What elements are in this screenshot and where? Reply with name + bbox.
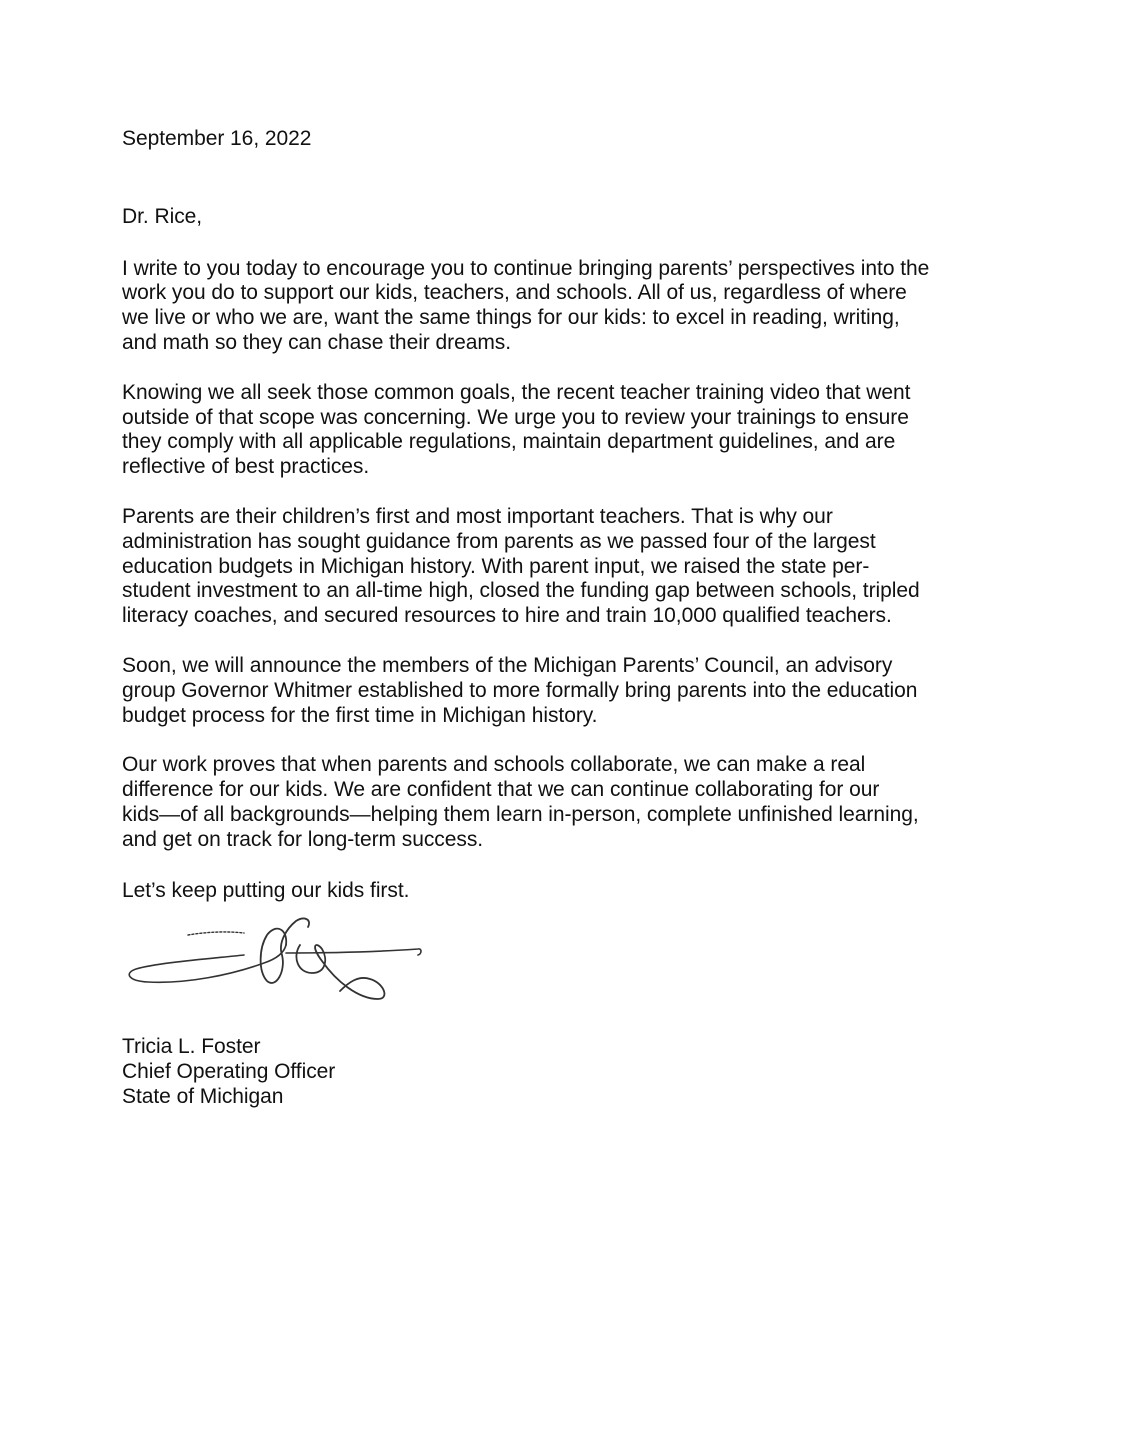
paragraph-line: we live or who we are, want the same things for our kids: to excel in reading, writing, (122, 306, 900, 330)
signature-stroke (286, 949, 421, 955)
signature-stroke (261, 919, 309, 983)
body-paragraph-4 (122, 654, 1002, 728)
paragraph-line: I write to you today to encourage you to continue bringing parents’ perspectives into the (122, 256, 930, 280)
handwritten-signature-icon (126, 915, 426, 1015)
signer-organization: State of Michigan (122, 1084, 284, 1108)
paragraph-line: difference for our kids. We are confident that we can continue collaborating for our (122, 778, 880, 802)
paragraph-line: Parents are their children’s first and most important teachers. That is why our (122, 504, 833, 528)
paragraph-line: group Governor Whitmer established to more formally bring parents into the education (122, 678, 918, 702)
body-paragraph-1 (122, 257, 1002, 356)
paragraph-line: they comply with all applicable regulations, maintain department guidelines, and are (122, 430, 896, 454)
paragraph-line: Knowing we all seek those common goals, the recent teacher training video that went (122, 380, 911, 404)
paragraph-line: literacy coaches, and secured resources to hire and train 10,000 qualified teachers. (122, 604, 892, 628)
signer-name: Tricia L. Foster (122, 1035, 261, 1059)
body-paragraph-5 (122, 753, 1002, 852)
paragraph-line: budget process for the first time in Michigan history. (122, 703, 598, 727)
paragraph-line: and math so they can chase their dreams. (122, 330, 512, 354)
signature-stroke (188, 932, 244, 935)
salutation: Dr. Rice, (122, 204, 203, 228)
letter-body (122, 127, 1002, 1110)
paragraph-line: kids—of all backgrounds—helping them learn in-person, complete unfinished learning, (122, 802, 919, 826)
signer-title: Chief Operating Officer (122, 1060, 336, 1084)
signature-block (122, 1035, 1002, 1109)
closing-line: Let’s keep putting our kids first. (122, 878, 410, 902)
paragraph-line: education budgets in Michigan history. With parent input, we raised the state per- (122, 554, 870, 578)
paragraph-line: student investment to an all-time high, closed the funding gap between schools, tripled (122, 579, 920, 603)
paragraph-line: and get on track for long-term success. (122, 827, 484, 851)
paragraph-line: work you do to support our kids, teachers, and schools. All of us, regardless of where (122, 281, 907, 305)
body-paragraph-2 (122, 381, 1002, 480)
paragraph-line: administration has sought guidance from parents as we passed four of the largest (122, 529, 876, 553)
body-paragraph-3 (122, 505, 1002, 629)
letter-date: September 16, 2022 (122, 127, 312, 150)
paragraph-line: Soon, we will announce the members of the Michigan Parents’ Council, an advisory (122, 653, 893, 677)
paragraph-line: outside of that scope was concerning. We urge you to review your trainings to ensure (122, 405, 909, 429)
paragraph-line: reflective of best practices. (122, 455, 370, 479)
paragraph-line: Our work proves that when parents and schools collaborate, we can make a real (122, 753, 866, 777)
signature-stroke (129, 945, 286, 982)
